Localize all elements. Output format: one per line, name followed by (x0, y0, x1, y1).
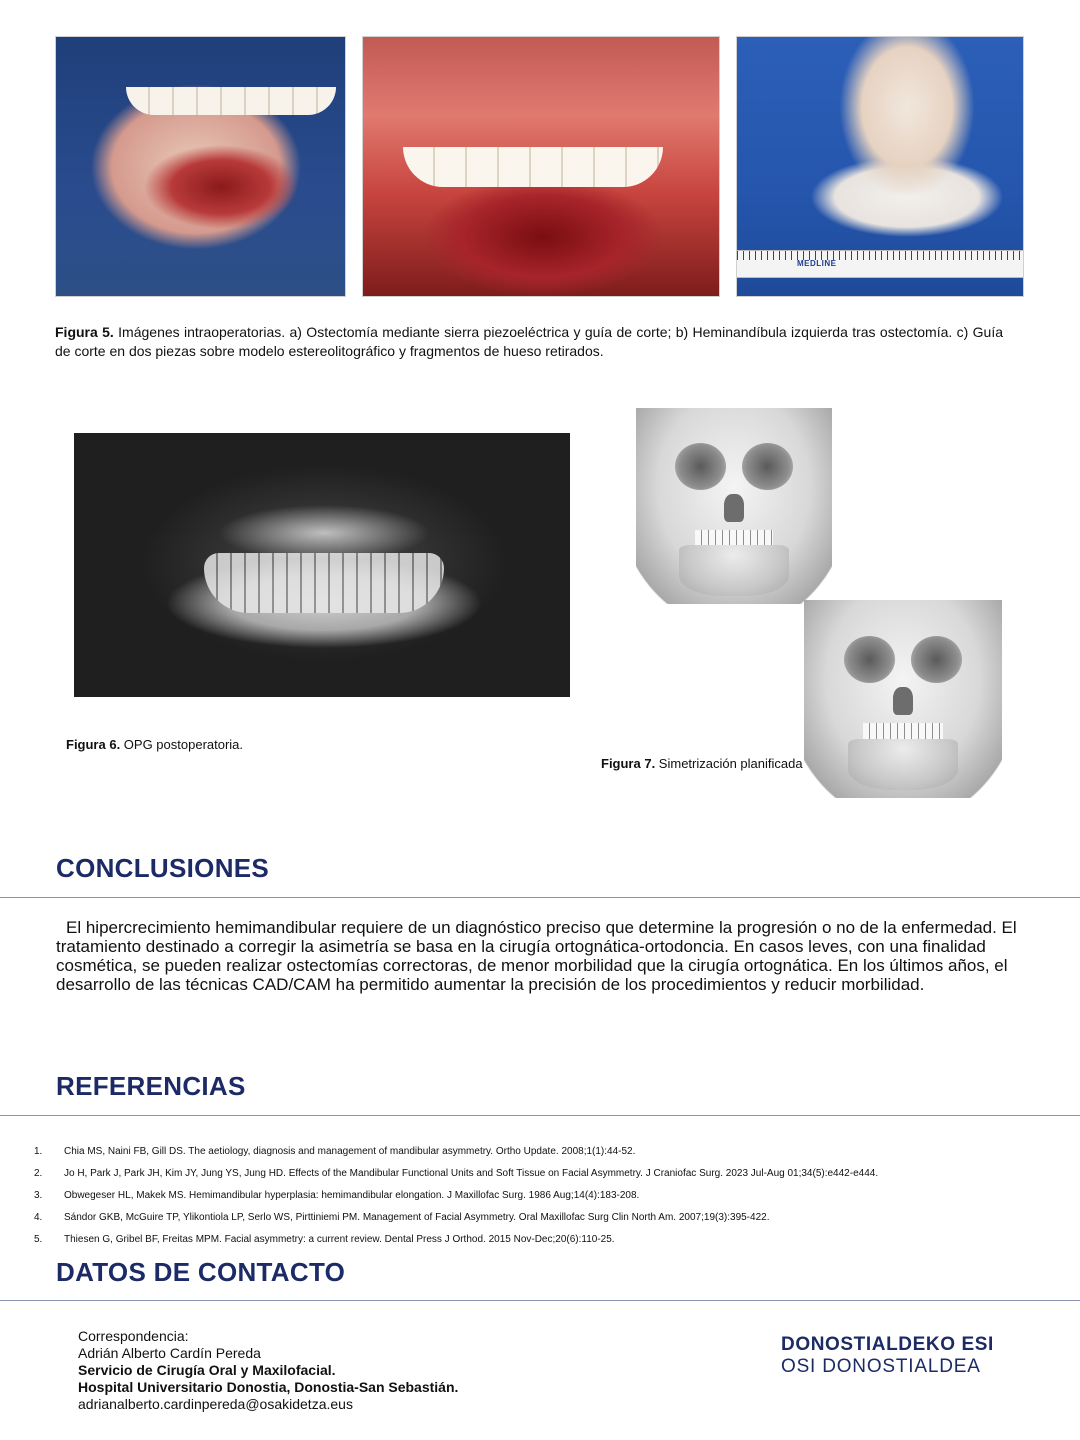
organization-line2: OSI DONOSTIALDEA (781, 1356, 981, 1377)
figure5-photo-b (362, 36, 720, 297)
mandible-detail (848, 739, 959, 790)
organization-logo (781, 1334, 994, 1378)
reference-item: 5. Thiesen G, Gribel BF, Freitas MPM. Facial asymmetry: a current review. Dental Press J Orthod. 2015 Nov-Dec;20(6):110-25. (34, 1234, 615, 1245)
orbit-detail (742, 443, 793, 490)
teeth-image-detail (403, 147, 663, 187)
figure7-skull-top (636, 408, 832, 604)
figure6-caption-text: OPG postoperatoria. (120, 737, 244, 752)
conclusiones-divider (0, 897, 1080, 898)
nasal-detail (724, 494, 744, 521)
teeth-detail (863, 723, 942, 741)
contacto-divider (0, 1300, 1080, 1301)
referencias-divider (0, 1115, 1080, 1116)
figure6-caption-label: Figura 6. (66, 737, 121, 752)
figure5-caption-label: Figura 5. (55, 324, 114, 340)
figure5-photo-c (736, 36, 1024, 297)
figure7-caption-label: Figura 7. (601, 756, 656, 771)
figure7-caption (601, 754, 803, 773)
reference-item: 4. Sándor GKB, McGuire TP, Ylikontiola LP, Serlo WS, Pirttiniemi PM. Management of Facial Asymmetry. Oral Maxillofac Surg Clin North Am. 2007;19(3):395-422. (34, 1212, 770, 1223)
contact-department: Servicio de Cirugía Oral y Maxilofacial. (78, 1362, 336, 1378)
figure5-caption-text: Imágenes intraoperatorias. a) Ostectomía mediante sierra piezoeléctrica y guía de corte; b) Heminandíbula izquierda tras ostectomía. c) Guía de corte en dos piezas sobre modelo estereolitográfico y fragmentos de hueso retirados. (55, 324, 1003, 359)
xray-teeth-detail (204, 553, 444, 613)
orbit-detail (675, 443, 726, 490)
organization-line1: DONOSTIALDEKO ESI (781, 1334, 994, 1355)
figure5-caption (55, 323, 1003, 361)
mandible-detail (679, 545, 789, 596)
figure5-photo-a (55, 36, 346, 297)
contact-name: Adrián Alberto Cardín Pereda (78, 1345, 261, 1361)
contacto-title: DATOS DE CONTACTO (56, 1257, 346, 1287)
conclusiones-paragraph: El hipercrecimiento hemimandibular requiere de un diagnóstico preciso que determine la progresión o no de la enfermedad. El tratamiento destinado a corregir la asimetría se basa en la cirugía ortognática-ortodoncia. En casos leves, con una finalidad cosmética, se pueden realizar ostectomías correctoras, de menor morbilidad que la cirugía ortognática. En los últimos años, el desarrollo de las técnicas CAD/CAM ha permitido aumentar la precisión de los procedimientos y reducir morbilidad. (56, 918, 1017, 994)
figure6-opg-xray (74, 433, 570, 697)
contact-hospital: Hospital Universitario Donostia, Donostia-San Sebastián. (78, 1379, 459, 1395)
orbit-detail (911, 636, 962, 684)
referencias-title: REFERENCIAS (56, 1071, 246, 1101)
teeth-image-detail (126, 87, 336, 115)
orbit-detail (844, 636, 895, 684)
conclusiones-text (56, 918, 1026, 994)
reference-item: 1. Chia MS, Naini FB, Gill DS. The aetiology, diagnosis and management of mandibular asymmetry. Ortho Update. 2008;1(1):44-52. (34, 1146, 636, 1157)
reference-item: 2. Jo H, Park J, Park JH, Kim JY, Jung YS, Jung HD. Effects of the Mandibular Functional Units and Soft Tissue on Facial Asymmetry. J Craniofac Surg. 2023 Jul-Aug 01;34(5):e442-e444. (34, 1168, 879, 1179)
figure7-skull-bottom (804, 600, 1002, 798)
references-list (34, 1146, 1044, 1256)
contact-block (78, 1328, 458, 1413)
reference-item: 3. Obwegeser HL, Makek MS. Hemimandibular hyperplasia: hemimandibular elongation. J Maxillofac Surg. 1986 Aug;14(4):183-208. (34, 1190, 640, 1201)
figure7-caption-text: Simetrización planificada (655, 756, 803, 771)
figure6-caption (66, 735, 243, 754)
conclusiones-title: CONCLUSIONES (56, 853, 270, 883)
contact-label: Correspondencia: (78, 1328, 189, 1344)
ruler-brand-label: MEDLINE (797, 259, 837, 268)
contact-email[interactable]: adrianalberto.cardinpereda@osakidetza.eus (78, 1396, 353, 1412)
ruler-image-detail (737, 250, 1023, 278)
nasal-detail (893, 687, 913, 715)
